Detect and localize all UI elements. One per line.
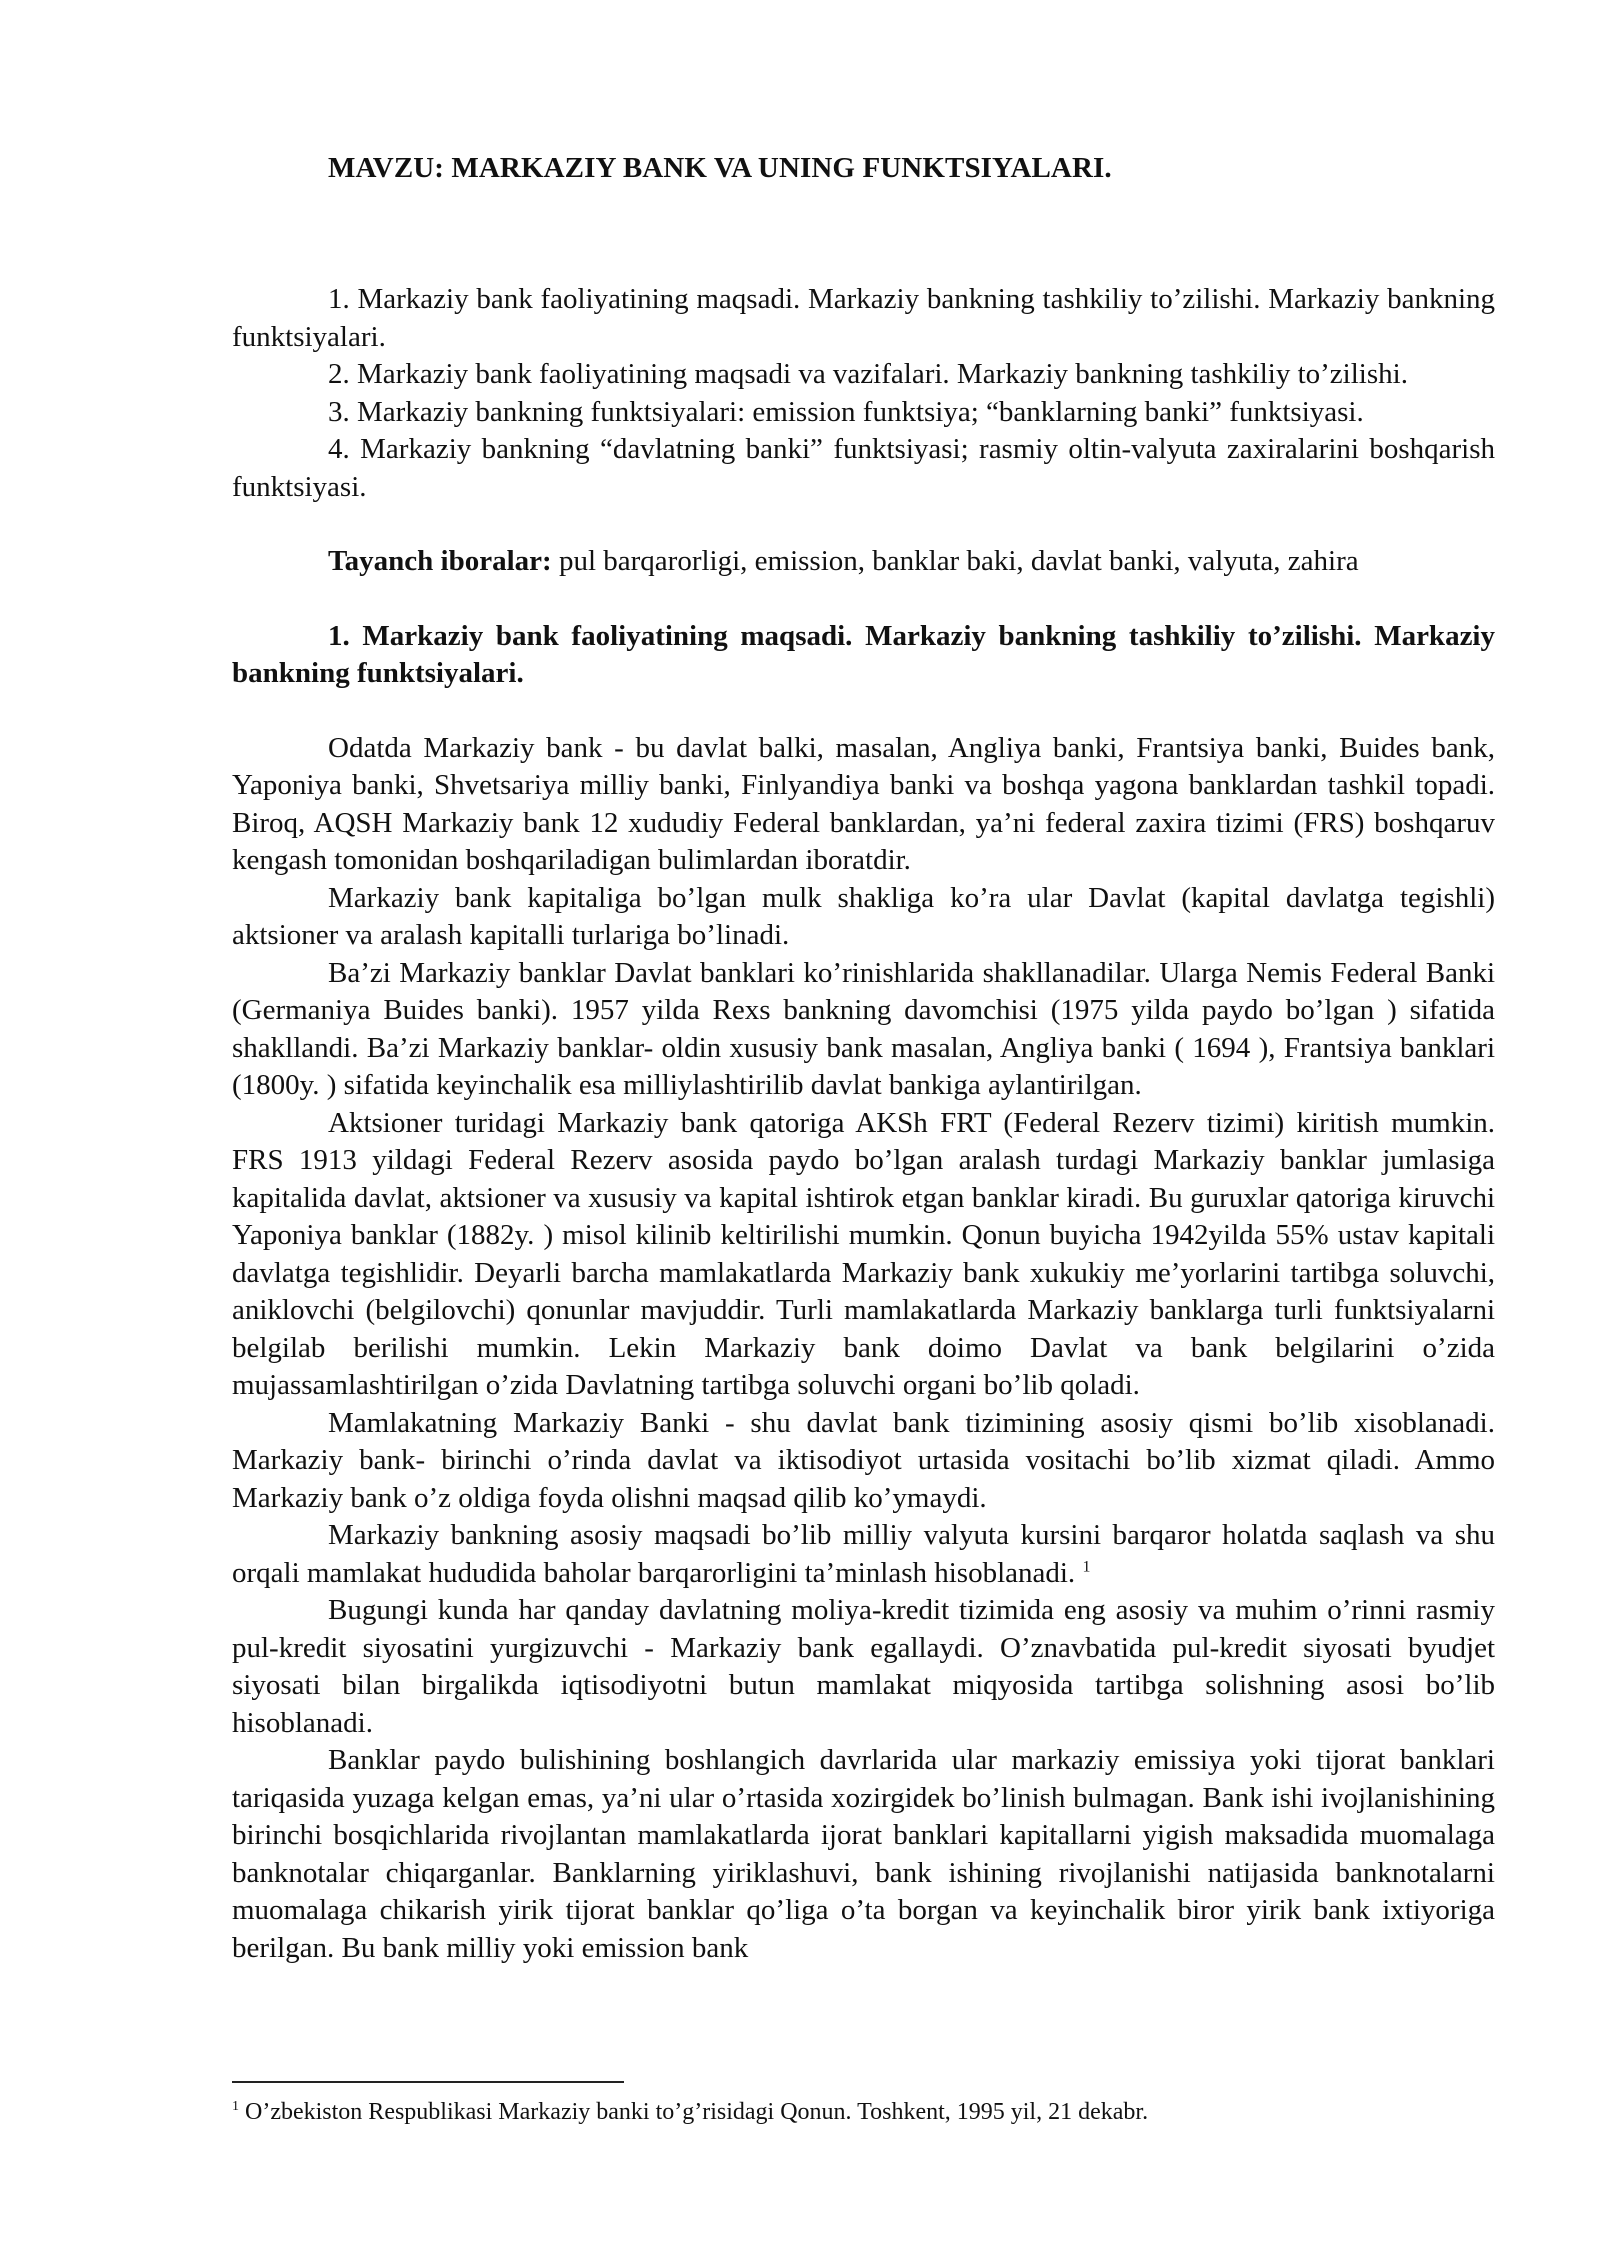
body-paragraph: Markaziy bank kapitaliga bo’lgan mulk shakliga ko’ra ular Davlat (kapital davlatga tegishli) aktsioner va aralash kapitalli turlariga bo’linadi. — [232, 881, 1495, 952]
footnote-number: 1 — [232, 2099, 239, 2114]
body-paragraph: Aktsioner turidagi Markaziy bank qatoriga AKSh FRT (Federal Rezerv tizimi) kiritish mumkin. FRS 1913 yildagi Federal Rezerv asosida paydo bo’lgan aralash turdagi Markaziy banklar jumlasiga kapitalida davlat, aktsioner va xususiy va kapital ishtirok etgan banklar kiradi. Bu guruxlar qatoriga kiruvchi Yaponiya banklar (1882y. ) misol kilinib keltirilishi mumkin. Qonun buyicha 1942yilda 55% ustav kapitali davlatga tegishlidir. Deyarli barcha mamlakatlarda Markaziy bank xukukiy me’yorlarini tartibga soluvchi, aniklovchi (belgilovchi) qonunlar mavjuddir. Turli mamlakatlarda Markaziy banklarga turli funktsiyalarni belgilab berilishi mumkin. Lekin Markaziy bank doimo Davlat va bank belgilarini o’zida mujassamlashtirilgan o’zida Davlatning tartibga soluvchi organi bo’lib qoladi. — [232, 1106, 1495, 1402]
body-paragraph: Mamlakatning Markaziy Banki - shu davlat bank tizimining asosiy qismi bo’lib xisoblanadi. Markaziy bank- birinchi o’rinda davlat va iktisodiyot urtasida vositachi bo’lib xizmat qiladi. Ammo Markaziy bank o’z oldiga foyda olishni maqsad qilib ko’ymaydi. — [232, 1406, 1495, 1514]
body-paragraph-text: Markaziy bankning asosiy maqsadi bo’lib milliy valyuta kursini barqaror holatda saqlash va shu orqali mamlakat hududida baholar barqarorligini ta’minlash hisoblanadi. — [232, 1519, 1495, 1589]
document-title: MAVZU: MARKAZIY BANK VA UNING FUNKTSIYALARI. — [328, 152, 1112, 184]
topic-item: 4. Markaziy bankning “davlatning banki” funktsiyasi; rasmiy oltin-valyuta zaxiralarini boshqarish funktsiyasi. — [232, 433, 1495, 503]
footnote-separator — [232, 2081, 624, 2083]
body-paragraph: Odatda Markaziy bank - bu davlat balki, masalan, Angliya banki, Frantsiya banki, Buides bank, Yaponiya banki, Shvetsariya milliy banki, Finlyandiya banki va boshqa yagona banklardan tashkil topadi. Biroq, AQSH Markaziy bank 12 xududiy Federal banklardan, ya’ni federal zaxira tizimi (FRS) boshqaruv kengash tomonidan boshqariladigan bulimlardan iboratdir. — [232, 731, 1495, 877]
topic-list — [232, 281, 1495, 506]
footnote-reference: 1 — [1082, 1558, 1091, 1576]
topic-item: 2. Markaziy bank faoliyatining maqsadi va vazifalari. Markaziy bankning tashkiliy to’zilishi. — [328, 358, 1408, 391]
section-heading: 1. Markaziy bank faoliyatining maqsadi. Markaziy bankning tashkiliy to’zilishi. Markaziy bankning funktsiyalari. — [232, 619, 1495, 690]
keywords-label: Tayanch iboralar: — [328, 545, 552, 578]
body-paragraph: Banklar paydo bulishining boshlangich davrlarida ular markaziy emissiya yoki tijorat banklari tariqasida yuzaga kelgan emas, ya’ni ular o’rtasida xozirgidek bo’linish bulmagan. Bank ishi ivojlanishining birinchi bosqichlarida rivojlantan mamlakatlarda ijorat banklari kapitallarni yigish maksadida muomalaga banknotalar chiqarganlar. Banklarning yiriklashuvi, bank ishining rivojlanishi natijasida banknotalarni muomalaga chikarish yirik tijorat banklar qo’liga o’ta borgan va keyinchalik biror yirik bank ixtiyoriga berilgan. Bu bank milliy yoki emission bank — [232, 1744, 1495, 1964]
keywords-text: pul barqarorligi, emission, banklar baki, davlat banki, valyuta, zahira — [551, 545, 1359, 578]
body-paragraph: Ba’zi Markaziy banklar Davlat banklari ko’rinishlarida shakllanadilar. Ularga Nemis Federal Banki (Germaniya Buides banki). 1957 yilda Rexs bankning davomchisi (1975 yilda paydo bo’lgan ) sifatida shakllandi. Ba’zi Markaziy banklar- oldin xususiy bank masalan, Angliya banki ( 1694 ), Frantsiya banklari (1800y. ) sifatida keyinchalik esa milliylashtirilib davlat bankiga aylantirilgan. — [232, 956, 1495, 1102]
footnote-text: O’zbekiston Respublikasi Markaziy banki to’g’risidagi Qonun. Toshkent, 1995 yil, 21 dekabr. — [239, 2099, 1149, 2125]
document-page — [232, 150, 1495, 1967]
topic-item: 1. Markaziy bank faoliyatining maqsadi. Markaziy bankning tashkiliy to’zilishi. Markaziy bankning funktsiyalari. — [232, 283, 1495, 353]
topic-item: 3. Markaziy bankning funktsiyalari: emission funktsiya; “banklarning banki” funktsiyasi. — [328, 395, 1364, 428]
body-paragraph: Bugungi kunda har qanday davlatning moliya-kredit tizimida eng asosiy va muhim o’rinni rasmiy pul-kredit siyosatini yurgizuvchi - Markaziy bank egallaydi. O’znavbatida pul-kredit siyosati byudjet siyosati bilan birgalikda iqtisodiyotni butun mamlakat miqyosida tartibga solishning asosi bo’lib hisoblanadi. — [232, 1594, 1495, 1739]
body-text — [232, 730, 1495, 1968]
keywords-line — [232, 543, 1495, 581]
footnote — [232, 2096, 1495, 2128]
body-paragraph — [232, 1517, 1495, 1592]
